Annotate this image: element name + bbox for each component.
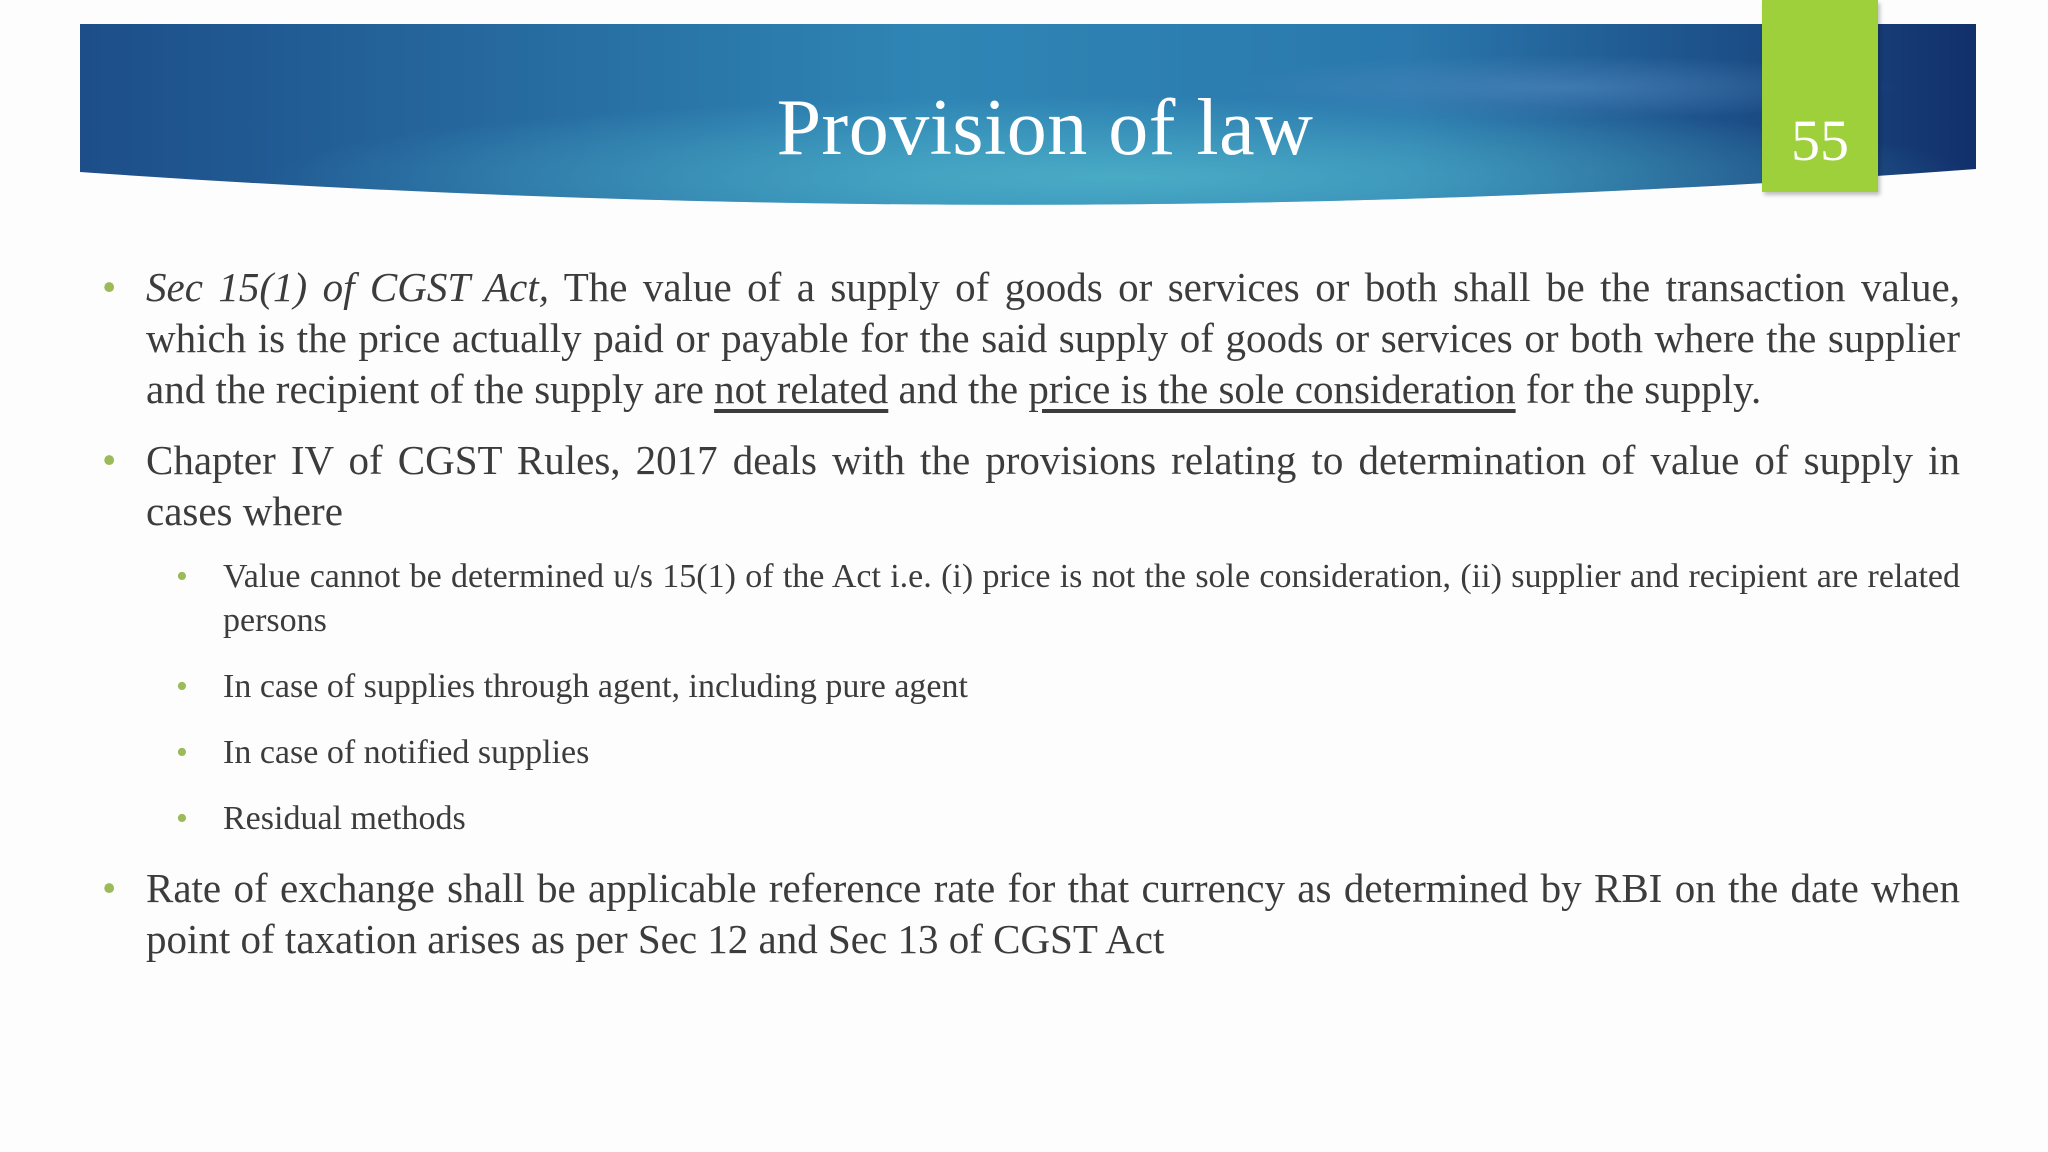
bullet-dot-icon: • (102, 865, 117, 911)
bullet-dot-icon: • (176, 558, 188, 595)
sub-bullet-text: Residual methods (223, 800, 466, 837)
sub-bullet-item (100, 665, 1960, 709)
sub-bullet-item (100, 555, 1960, 643)
page-number: 55 (1791, 108, 1849, 173)
bullet-dot-icon: • (102, 264, 117, 310)
content-body (100, 262, 1960, 985)
bullet-text: for the supply. (1515, 366, 1762, 412)
bullet-valuation (100, 262, 1960, 415)
bullet-text: The value of a supply of goods or services or both shall be the transaction value, which is the price actually paid or payable for the said supply of goods or services or both where the supplier and the recipient of the supply are (146, 264, 1960, 412)
title-banner (80, 24, 1976, 214)
page-title: Provision of law (776, 84, 1314, 172)
bullet-exchange-rate (100, 863, 1960, 965)
sub-bullet-list (100, 555, 1960, 841)
sub-bullet-text: In case of notified supplies (223, 734, 590, 771)
underlined-phrase: not related (714, 366, 889, 412)
bullet-dot-icon: • (176, 800, 188, 837)
bullet-text: Chapter IV of CGST Rules, 2017 deals with the provisions relating to determination of value of supply in cases where (146, 437, 1960, 534)
bullet-chapter-iv (100, 435, 1960, 537)
sub-bullet-item (100, 731, 1960, 775)
bullet-text: and the (888, 366, 1029, 412)
underlined-phrase: price is the sole consideration (1028, 366, 1516, 412)
bullet-dot-icon: • (102, 437, 117, 483)
sub-bullet-item (100, 797, 1960, 841)
section-reference: Sec 15(1) of CGST Act, (146, 264, 550, 310)
bullet-dot-icon: • (176, 668, 188, 705)
bullet-dot-icon: • (176, 734, 188, 771)
sub-bullet-text: Value cannot be determined u/s 15(1) of the Act i.e. (i) price is not the sole consideration, (ii) supplier and recipient are related persons (223, 558, 1960, 639)
bullet-text: Rate of exchange shall be applicable reference rate for that currency as determined by RBI on the date when point of taxation arises as per Sec 12 and Sec 13 of CGST Act (146, 865, 1960, 962)
page-number-badge (1762, 0, 1878, 192)
sub-bullet-text: In case of supplies through agent, including pure agent (223, 668, 968, 705)
